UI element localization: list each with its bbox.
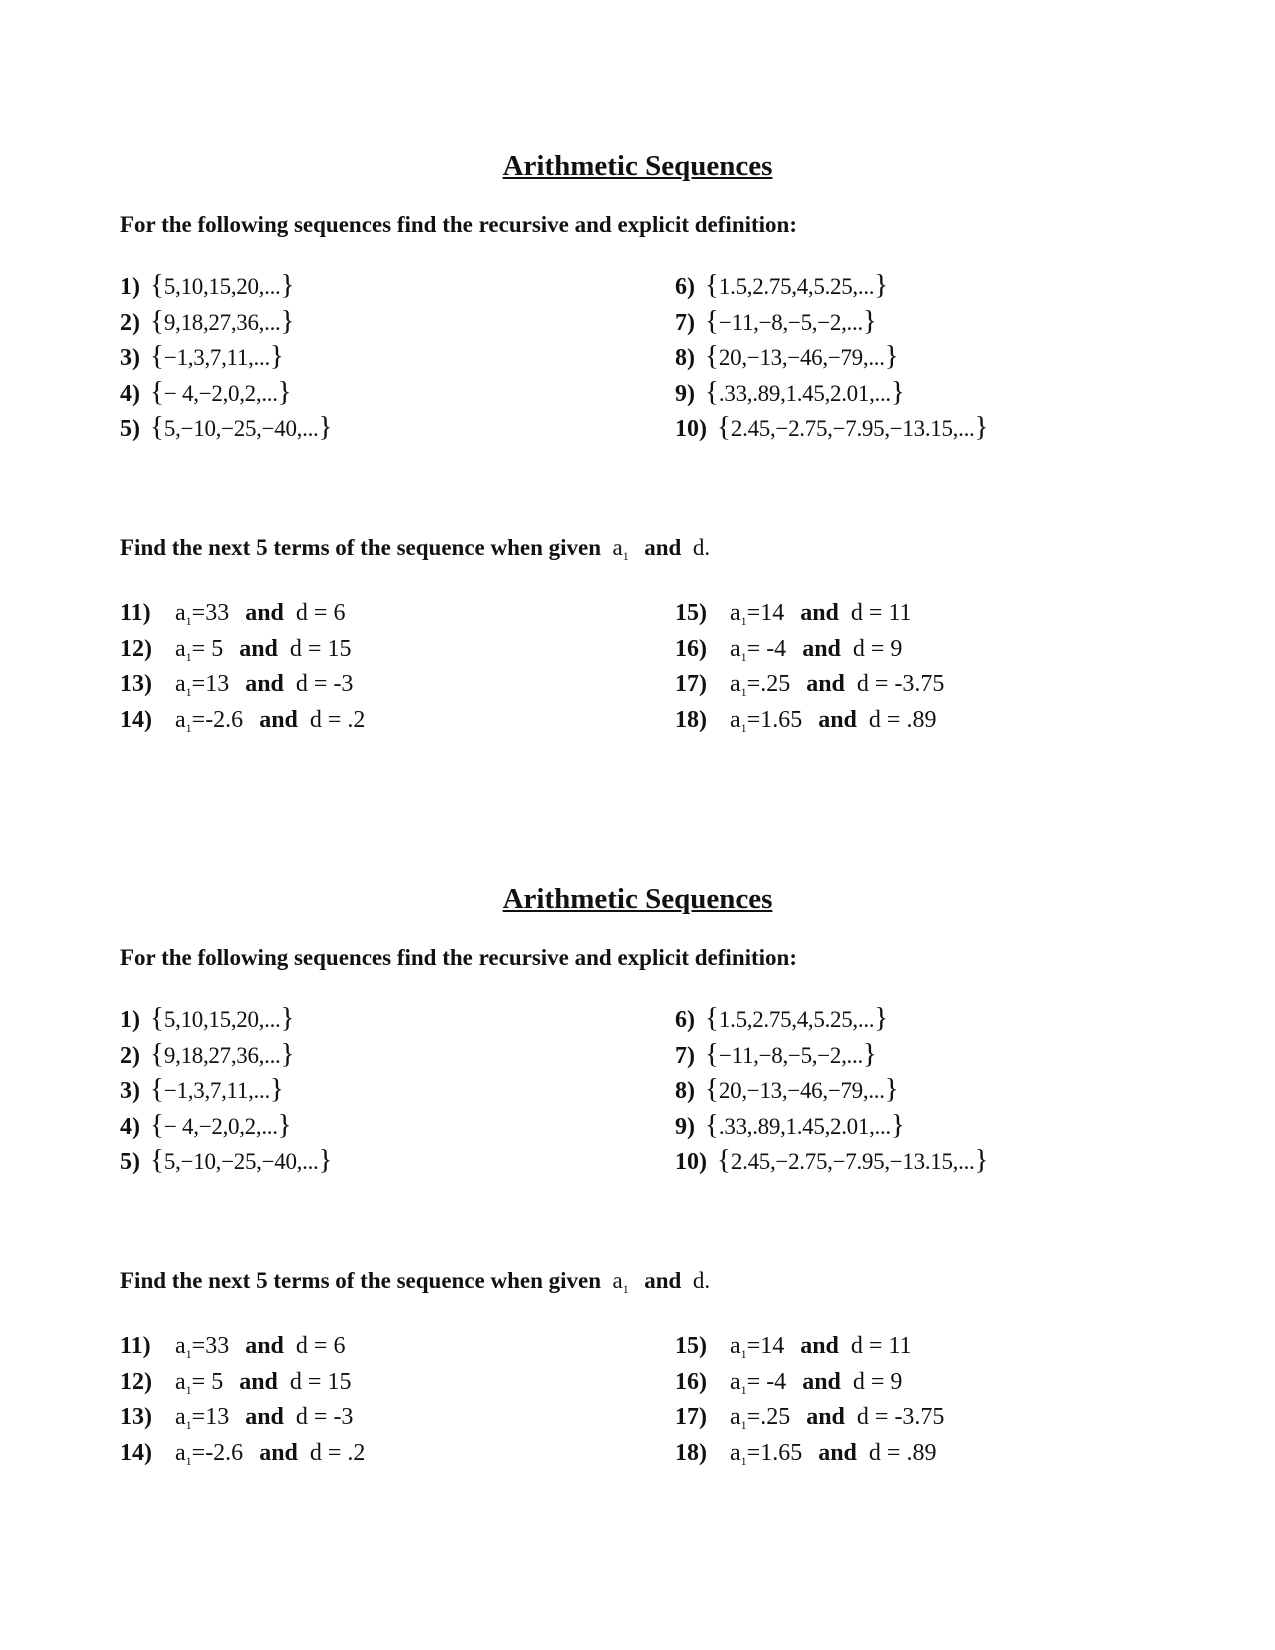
sequence-item: 1) { 5,10,15,20,... } [120, 1001, 332, 1037]
sequence-item: 2) { 9,18,27,36,... } [120, 1037, 332, 1073]
sequence-item: 1) { 5,10,15,20,... } [120, 268, 332, 304]
sequence-terms: 1.5,2.75,4,5.25,... [718, 1007, 875, 1032]
problem-number: 5) [120, 1149, 140, 1175]
problem-number: 3) [120, 1078, 140, 1104]
first-term: $a_1=1.65$ [730, 1439, 803, 1468]
worksheet-2 [0, 733, 1275, 1468]
problem-number: 9) [675, 380, 695, 407]
sequence-terms: 20,−13,−46,−79,... [718, 1078, 885, 1103]
sequence-terms: 20,−13,−46,−79,... [718, 345, 885, 370]
given-list-left [120, 1329, 365, 1471]
given-list-right [675, 596, 944, 738]
common-difference: d = .89 [868, 706, 937, 733]
common-difference: d = .2 [309, 706, 366, 733]
common-difference: d = .89 [868, 1439, 937, 1466]
problem-number: 4) [120, 1113, 140, 1140]
given-list-right [675, 1329, 944, 1471]
sequence-terms: −11,−8,−5,−2,... [718, 309, 863, 335]
instruction-next-terms: Find the next 5 terms of the sequence when given $a_1$ and d. [120, 1268, 711, 1296]
instruction-next-terms: Find the next 5 terms of the sequence when given $a_1$ and d. [120, 535, 711, 563]
sequence-item: 2) { 9,18,27,36,... } [120, 304, 332, 340]
given-item: 15) $a_1=14$ and d = 11 [675, 596, 944, 632]
first-term: $a_1=1.65$ [730, 706, 803, 735]
sequence-terms: − 4,−2,0,2,... [163, 1113, 278, 1139]
common-difference: d = -3 [295, 1404, 354, 1430]
sequence-terms: −11,−8,−5,−2,... [718, 1042, 863, 1068]
given-item: 16) $a_1= -4$ and d = 9 [675, 1365, 944, 1401]
problem-number: 10) [675, 416, 707, 442]
first-term: $a_1= 5$ [175, 635, 224, 664]
sequence-terms: .33,.89,1.45,2.01,... [718, 1113, 891, 1139]
common-difference: d = 15 [289, 1368, 352, 1395]
problem-number: 18) [675, 706, 707, 733]
sequence-list-right [675, 1001, 988, 1179]
problem-number: 13) [120, 671, 152, 697]
first-term: $a_1=13$ [175, 671, 230, 699]
sequence-item: 3) { −1,3,7,11,... } [120, 339, 332, 375]
sequence-terms: −1,3,7,11,... [163, 345, 270, 370]
given-item: 15) $a_1=14$ and d = 11 [675, 1329, 944, 1365]
given-item: 13) $a_1=13$ and d = -3 [120, 1400, 365, 1436]
common-difference: d = 9 [852, 1368, 903, 1395]
first-term: $a_1=14$ [730, 600, 785, 628]
instruction-definitions: For the following sequences find the recursive and explicit definition: [120, 212, 797, 237]
problem-number: 2) [120, 1042, 140, 1069]
sequence-terms: 9,18,27,36,... [163, 309, 281, 335]
sequence-item: 4) { − 4,−2,0,2,... } [120, 375, 332, 411]
sequence-item: 5) { 5,−10,−25,−40,... } [120, 410, 332, 446]
problem-number: 9) [675, 1113, 695, 1140]
given-item: 18) $a_1=1.65$ and d = .89 [675, 1436, 944, 1472]
sequence-item: 8) { 20,−13,−46,−79,... } [675, 339, 988, 375]
first-term: $a_1=.25$ [730, 1404, 791, 1432]
first-term: $a_1= -4$ [730, 1368, 787, 1397]
sequence-terms: 2.45,−2.75,−7.95,−13.15,... [730, 416, 975, 441]
problem-number: 6) [675, 1007, 695, 1033]
sequence-terms: .33,.89,1.45,2.01,... [718, 380, 891, 406]
given-item: 16) $a_1= -4$ and d = 9 [675, 632, 944, 668]
instruction-definitions: For the following sequences find the recursive and explicit definition: [120, 945, 797, 970]
given-item: 12) $a_1= 5$ and d = 15 [120, 1365, 365, 1401]
problem-number: 8) [675, 345, 695, 371]
sequence-terms: −1,3,7,11,... [163, 1078, 270, 1103]
problem-number: 4) [120, 380, 140, 407]
sequence-item: 5) { 5,−10,−25,−40,... } [120, 1143, 332, 1179]
sequence-item: 9) { .33,.89,1.45,2.01,... } [675, 375, 988, 411]
worksheet-title: Arithmetic Sequences [502, 883, 773, 915]
problem-number: 5) [120, 416, 140, 442]
problem-number: 7) [675, 1042, 695, 1069]
first-term: $a_1=-2.6$ [175, 706, 244, 735]
problem-number: 10) [675, 1149, 707, 1175]
sequence-list-left [120, 268, 332, 446]
common-difference: d = -3.75 [856, 671, 945, 697]
problem-number: 12) [120, 1368, 152, 1395]
common-difference: d = 11 [850, 600, 912, 626]
common-difference: d = 6 [295, 600, 346, 626]
sequence-item: 4) { − 4,−2,0,2,... } [120, 1108, 332, 1144]
sequence-item: 6) { 1.5,2.75,4,5.25,... } [675, 268, 988, 304]
sequence-terms: 5,10,15,20,... [163, 274, 281, 299]
first-term: $a_1= 5$ [175, 1368, 224, 1397]
given-item: 14) $a_1=-2.6$ and d = .2 [120, 1436, 365, 1472]
problem-number: 1) [120, 274, 140, 300]
first-term: $a_1=13$ [175, 1404, 230, 1432]
common-difference: d = 11 [850, 1333, 912, 1359]
common-difference: d = -3 [295, 671, 354, 697]
problem-number: 3) [120, 345, 140, 371]
problem-number: 17) [675, 1404, 707, 1430]
sequence-list-left [120, 1001, 332, 1179]
common-difference: d = .2 [309, 1439, 366, 1466]
problem-number: 11) [120, 600, 151, 626]
sequence-terms: 2.45,−2.75,−7.95,−13.15,... [730, 1149, 975, 1174]
problem-number: 16) [675, 1368, 707, 1395]
first-term: $a_1=-2.6$ [175, 1439, 244, 1468]
given-item: 12) $a_1= 5$ and d = 15 [120, 632, 365, 668]
given-item: 17) $a_1=.25$ and d = -3.75 [675, 667, 944, 703]
problem-number: 13) [120, 1404, 152, 1430]
problem-number: 12) [120, 635, 152, 662]
given-item: 18) $a_1=1.65$ and d = .89 [675, 703, 944, 739]
problem-number: 15) [675, 1333, 707, 1359]
sequence-item: 10) { 2.45,−2.75,−7.95,−13.15,... } [675, 1143, 988, 1179]
problem-number: 11) [120, 1333, 151, 1359]
given-item: 17) $a_1=.25$ and d = -3.75 [675, 1400, 944, 1436]
problem-number: 6) [675, 274, 695, 300]
problem-number: 1) [120, 1007, 140, 1033]
sequence-item: 7) { −11,−8,−5,−2,... } [675, 1037, 988, 1073]
worksheet-1 [0, 0, 1275, 735]
common-difference: d = 15 [289, 635, 352, 662]
problem-number: 14) [120, 706, 152, 733]
sequence-terms: − 4,−2,0,2,... [163, 380, 278, 406]
sequence-terms: 5,−10,−25,−40,... [163, 416, 319, 441]
given-item: 11) $a_1=33$ and d = 6 [120, 1329, 365, 1365]
first-term: $a_1=33$ [175, 1333, 230, 1361]
given-item: 14) $a_1=-2.6$ and d = .2 [120, 703, 365, 739]
first-term: $a_1=.25$ [730, 671, 791, 699]
sequence-terms: 5,10,15,20,... [163, 1007, 281, 1032]
sequence-terms: 1.5,2.75,4,5.25,... [718, 274, 875, 299]
given-list-left [120, 596, 365, 738]
first-term: $a_1=33$ [175, 600, 230, 628]
problem-number: 7) [675, 309, 695, 336]
common-difference: d = 6 [295, 1333, 346, 1359]
first-term: $a_1=14$ [730, 1333, 785, 1361]
sequence-list-right [675, 268, 988, 446]
sequence-item: 7) { −11,−8,−5,−2,... } [675, 304, 988, 340]
problem-number: 14) [120, 1439, 152, 1466]
problem-number: 15) [675, 600, 707, 626]
problem-number: 2) [120, 309, 140, 336]
sequence-item: 8) { 20,−13,−46,−79,... } [675, 1072, 988, 1108]
sequence-item: 10) { 2.45,−2.75,−7.95,−13.15,... } [675, 410, 988, 446]
sequence-terms: 9,18,27,36,... [163, 1042, 281, 1068]
problem-number: 17) [675, 671, 707, 697]
sequence-item: 9) { .33,.89,1.45,2.01,... } [675, 1108, 988, 1144]
first-term: $a_1= -4$ [730, 635, 787, 664]
given-item: 11) $a_1=33$ and d = 6 [120, 596, 365, 632]
worksheet-title: Arithmetic Sequences [502, 150, 773, 182]
sequence-terms: 5,−10,−25,−40,... [163, 1149, 319, 1174]
sequence-item: 3) { −1,3,7,11,... } [120, 1072, 332, 1108]
problem-number: 18) [675, 1439, 707, 1466]
problem-number: 16) [675, 635, 707, 662]
given-item: 13) $a_1=13$ and d = -3 [120, 667, 365, 703]
common-difference: d = 9 [852, 635, 903, 662]
common-difference: d = -3.75 [856, 1404, 945, 1430]
sequence-item: 6) { 1.5,2.75,4,5.25,... } [675, 1001, 988, 1037]
problem-number: 8) [675, 1078, 695, 1104]
